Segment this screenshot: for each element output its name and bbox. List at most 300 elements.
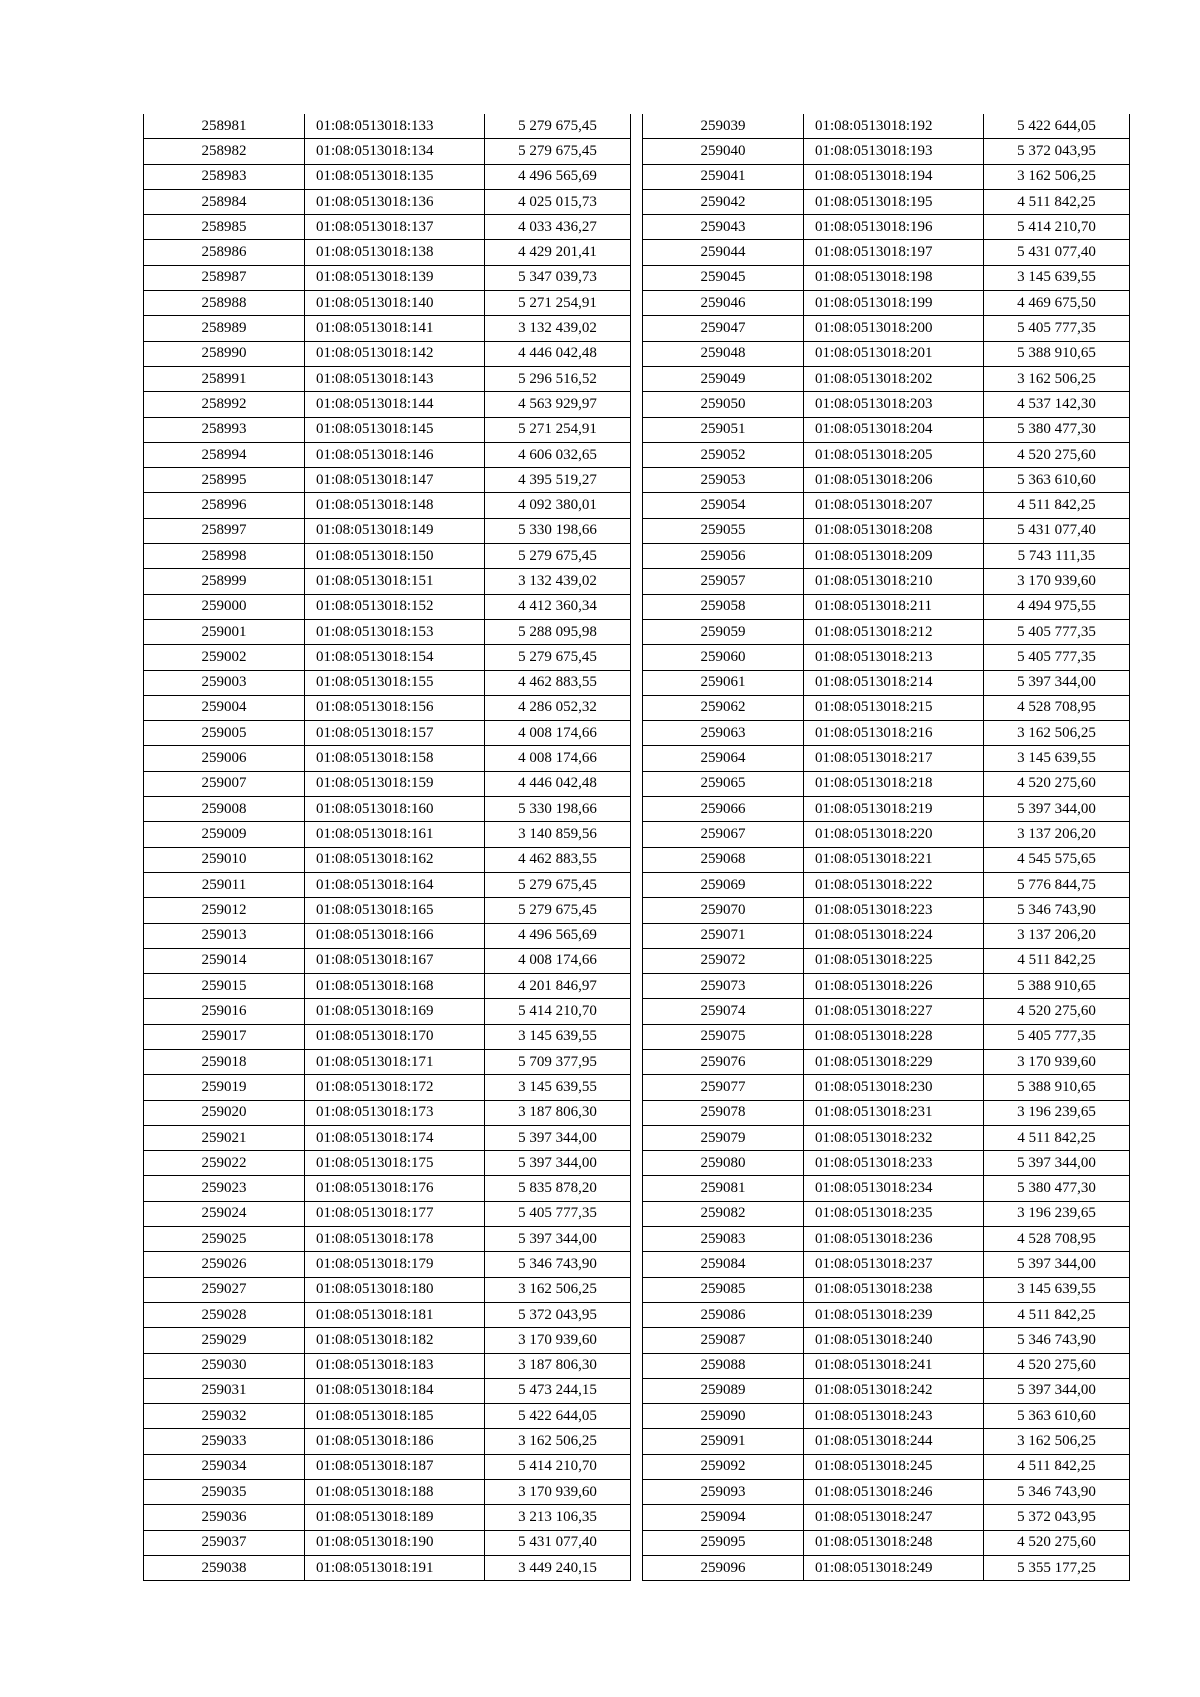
row-number-cell: 259041 — [643, 164, 804, 189]
table-row — [144, 1100, 631, 1125]
row-number-cell: 259048 — [643, 341, 804, 366]
table-row — [144, 316, 631, 341]
cadastral-number-cell: 01:08:0513018:220 — [804, 822, 984, 847]
table-row — [144, 645, 631, 670]
table-row — [144, 1252, 631, 1277]
cadastral-value-cell: 4 092 380,01 — [485, 493, 631, 518]
cadastral-number-cell: 01:08:0513018:194 — [804, 164, 984, 189]
cadastral-value-cell: 3 170 939,60 — [485, 1480, 631, 1505]
row-number-cell: 258988 — [144, 291, 305, 316]
cadastral-number-cell: 01:08:0513018:197 — [804, 240, 984, 265]
cadastral-value-cell: 4 520 275,60 — [984, 999, 1130, 1024]
cadastral-number-cell: 01:08:0513018:227 — [804, 999, 984, 1024]
row-number-cell: 259071 — [643, 923, 804, 948]
cadastral-value-cell: 3 145 639,55 — [984, 746, 1130, 771]
row-number-cell: 258987 — [144, 265, 305, 290]
right-table-body — [643, 114, 1130, 1581]
cadastral-number-cell: 01:08:0513018:174 — [305, 1125, 485, 1150]
cadastral-number-cell: 01:08:0513018:237 — [804, 1252, 984, 1277]
cadastral-number-cell: 01:08:0513018:199 — [804, 291, 984, 316]
cadastral-value-cell: 5 372 043,95 — [984, 139, 1130, 164]
cadastral-number-cell: 01:08:0513018:175 — [305, 1151, 485, 1176]
row-number-cell: 259065 — [643, 771, 804, 796]
cadastral-value-cell: 5 271 254,91 — [485, 291, 631, 316]
table-row — [643, 645, 1130, 670]
table-row — [144, 746, 631, 771]
cadastral-value-cell: 4 429 201,41 — [485, 240, 631, 265]
cadastral-number-cell: 01:08:0513018:212 — [804, 619, 984, 644]
cadastral-value-cell: 5 422 644,05 — [485, 1404, 631, 1429]
row-number-cell: 259025 — [144, 1227, 305, 1252]
table-row — [643, 392, 1130, 417]
row-number-cell: 259073 — [643, 974, 804, 999]
cadastral-number-cell: 01:08:0513018:189 — [305, 1505, 485, 1530]
row-number-cell: 259074 — [643, 999, 804, 1024]
cadastral-number-cell: 01:08:0513018:169 — [305, 999, 485, 1024]
table-row — [643, 215, 1130, 240]
cadastral-number-cell: 01:08:0513018:207 — [804, 493, 984, 518]
left-parcel-table — [143, 114, 631, 1581]
table-row — [144, 1125, 631, 1150]
cadastral-number-cell: 01:08:0513018:192 — [804, 114, 984, 139]
row-number-cell: 259079 — [643, 1125, 804, 1150]
cadastral-value-cell: 5 397 344,00 — [485, 1125, 631, 1150]
cadastral-number-cell: 01:08:0513018:153 — [305, 619, 485, 644]
cadastral-number-cell: 01:08:0513018:243 — [804, 1404, 984, 1429]
row-number-cell: 259027 — [144, 1277, 305, 1302]
row-number-cell: 259010 — [144, 847, 305, 872]
cadastral-number-cell: 01:08:0513018:172 — [305, 1075, 485, 1100]
table-row — [144, 923, 631, 948]
cadastral-number-cell: 01:08:0513018:244 — [804, 1429, 984, 1454]
cadastral-value-cell: 3 162 506,25 — [984, 366, 1130, 391]
cadastral-value-cell: 5 372 043,95 — [984, 1505, 1130, 1530]
cadastral-value-cell: 5 279 675,45 — [485, 114, 631, 139]
cadastral-value-cell: 3 162 506,25 — [984, 721, 1130, 746]
cadastral-value-cell: 3 145 639,55 — [984, 265, 1130, 290]
cadastral-value-cell: 5 405 777,35 — [984, 1024, 1130, 1049]
cadastral-value-cell: 4 511 842,25 — [984, 1302, 1130, 1327]
row-number-cell: 259080 — [643, 1151, 804, 1176]
cadastral-number-cell: 01:08:0513018:209 — [804, 544, 984, 569]
cadastral-value-cell: 3 170 939,60 — [485, 1328, 631, 1353]
table-row — [643, 1151, 1130, 1176]
row-number-cell: 259017 — [144, 1024, 305, 1049]
cadastral-value-cell: 5 414 210,70 — [984, 215, 1130, 240]
table-row — [643, 114, 1130, 139]
cadastral-number-cell: 01:08:0513018:146 — [305, 442, 485, 467]
cadastral-value-cell: 5 380 477,30 — [984, 1176, 1130, 1201]
cadastral-number-cell: 01:08:0513018:152 — [305, 594, 485, 619]
row-number-cell: 259016 — [144, 999, 305, 1024]
row-number-cell: 258984 — [144, 189, 305, 214]
cadastral-value-cell: 5 279 675,45 — [485, 139, 631, 164]
cadastral-value-cell: 5 363 610,60 — [984, 468, 1130, 493]
table-row — [144, 1227, 631, 1252]
cadastral-value-cell: 3 140 859,56 — [485, 822, 631, 847]
row-number-cell: 259043 — [643, 215, 804, 240]
row-number-cell: 259076 — [643, 1049, 804, 1074]
table-row — [144, 1024, 631, 1049]
row-number-cell: 259061 — [643, 670, 804, 695]
row-number-cell: 259049 — [643, 366, 804, 391]
cadastral-number-cell: 01:08:0513018:164 — [305, 872, 485, 897]
table-row — [144, 189, 631, 214]
row-number-cell: 259094 — [643, 1505, 804, 1530]
table-row — [643, 1328, 1130, 1353]
table-row — [144, 898, 631, 923]
cadastral-value-cell: 4 033 436,27 — [485, 215, 631, 240]
right-parcel-table — [642, 114, 1130, 1581]
table-row — [643, 1505, 1130, 1530]
table-row — [643, 265, 1130, 290]
row-number-cell: 259024 — [144, 1201, 305, 1226]
cadastral-number-cell: 01:08:0513018:139 — [305, 265, 485, 290]
cadastral-value-cell: 5 346 743,90 — [984, 1328, 1130, 1353]
cadastral-number-cell: 01:08:0513018:228 — [804, 1024, 984, 1049]
cadastral-number-cell: 01:08:0513018:221 — [804, 847, 984, 872]
cadastral-value-cell: 4 008 174,66 — [485, 948, 631, 973]
table-row — [643, 341, 1130, 366]
row-number-cell: 259004 — [144, 695, 305, 720]
cadastral-number-cell: 01:08:0513018:159 — [305, 771, 485, 796]
cadastral-value-cell: 5 288 095,98 — [485, 619, 631, 644]
table-row — [144, 1176, 631, 1201]
cadastral-number-cell: 01:08:0513018:154 — [305, 645, 485, 670]
row-number-cell: 259059 — [643, 619, 804, 644]
table-row — [144, 1151, 631, 1176]
row-number-cell: 259009 — [144, 822, 305, 847]
cadastral-value-cell: 5 388 910,65 — [984, 341, 1130, 366]
cadastral-number-cell: 01:08:0513018:215 — [804, 695, 984, 720]
table-row — [643, 746, 1130, 771]
table-row — [643, 1049, 1130, 1074]
cadastral-number-cell: 01:08:0513018:186 — [305, 1429, 485, 1454]
cadastral-value-cell: 4 008 174,66 — [485, 721, 631, 746]
row-number-cell: 258996 — [144, 493, 305, 518]
cadastral-value-cell: 5 346 743,90 — [485, 1252, 631, 1277]
table-row — [643, 544, 1130, 569]
row-number-cell: 258992 — [144, 392, 305, 417]
table-row — [144, 872, 631, 897]
cadastral-value-cell: 3 162 506,25 — [984, 1429, 1130, 1454]
cadastral-value-cell: 4 606 032,65 — [485, 442, 631, 467]
cadastral-value-cell: 3 132 439,02 — [485, 569, 631, 594]
table-row — [643, 518, 1130, 543]
table-row — [643, 847, 1130, 872]
table-row — [643, 139, 1130, 164]
table-row — [144, 569, 631, 594]
cadastral-number-cell: 01:08:0513018:181 — [305, 1302, 485, 1327]
cadastral-number-cell: 01:08:0513018:235 — [804, 1201, 984, 1226]
cadastral-value-cell: 4 025 015,73 — [485, 189, 631, 214]
row-number-cell: 259060 — [643, 645, 804, 670]
row-number-cell: 258983 — [144, 164, 305, 189]
cadastral-number-cell: 01:08:0513018:204 — [804, 417, 984, 442]
cadastral-number-cell: 01:08:0513018:191 — [305, 1555, 485, 1580]
row-number-cell: 258986 — [144, 240, 305, 265]
cadastral-value-cell: 5 372 043,95 — [485, 1302, 631, 1327]
cadastral-number-cell: 01:08:0513018:236 — [804, 1227, 984, 1252]
cadastral-number-cell: 01:08:0513018:156 — [305, 695, 485, 720]
cadastral-value-cell: 5 743 111,35 — [984, 544, 1130, 569]
row-number-cell: 259002 — [144, 645, 305, 670]
cadastral-number-cell: 01:08:0513018:249 — [804, 1555, 984, 1580]
cadastral-number-cell: 01:08:0513018:226 — [804, 974, 984, 999]
table-row — [144, 847, 631, 872]
row-number-cell: 259015 — [144, 974, 305, 999]
row-number-cell: 259087 — [643, 1328, 804, 1353]
cadastral-value-cell: 4 469 675,50 — [984, 291, 1130, 316]
row-number-cell: 259038 — [144, 1555, 305, 1580]
cadastral-number-cell: 01:08:0513018:135 — [305, 164, 485, 189]
cadastral-number-cell: 01:08:0513018:161 — [305, 822, 485, 847]
table-row — [643, 1176, 1130, 1201]
cadastral-value-cell: 5 346 743,90 — [984, 1480, 1130, 1505]
table-row — [643, 695, 1130, 720]
row-number-cell: 258998 — [144, 544, 305, 569]
table-row — [144, 291, 631, 316]
cadastral-number-cell: 01:08:0513018:160 — [305, 797, 485, 822]
table-row — [144, 619, 631, 644]
cadastral-value-cell: 3 132 439,02 — [485, 316, 631, 341]
table-row — [643, 721, 1130, 746]
table-row — [144, 1353, 631, 1378]
row-number-cell: 259088 — [643, 1353, 804, 1378]
row-number-cell: 259068 — [643, 847, 804, 872]
cadastral-number-cell: 01:08:0513018:178 — [305, 1227, 485, 1252]
row-number-cell: 258991 — [144, 366, 305, 391]
table-row — [144, 164, 631, 189]
cadastral-value-cell: 5 397 344,00 — [485, 1151, 631, 1176]
cadastral-number-cell: 01:08:0513018:150 — [305, 544, 485, 569]
cadastral-value-cell: 3 145 639,55 — [485, 1075, 631, 1100]
row-number-cell: 258985 — [144, 215, 305, 240]
row-number-cell: 258997 — [144, 518, 305, 543]
cadastral-value-cell: 5 431 077,40 — [485, 1530, 631, 1555]
cadastral-number-cell: 01:08:0513018:203 — [804, 392, 984, 417]
table-row — [643, 468, 1130, 493]
cadastral-number-cell: 01:08:0513018:185 — [305, 1404, 485, 1429]
cadastral-number-cell: 01:08:0513018:166 — [305, 923, 485, 948]
table-row — [144, 670, 631, 695]
row-number-cell: 259055 — [643, 518, 804, 543]
row-number-cell: 259089 — [643, 1378, 804, 1403]
row-number-cell: 259086 — [643, 1302, 804, 1327]
row-number-cell: 259006 — [144, 746, 305, 771]
row-number-cell: 259082 — [643, 1201, 804, 1226]
cadastral-value-cell: 5 355 177,25 — [984, 1555, 1130, 1580]
cadastral-number-cell: 01:08:0513018:140 — [305, 291, 485, 316]
row-number-cell: 259056 — [643, 544, 804, 569]
table-row — [144, 797, 631, 822]
row-number-cell: 259081 — [643, 1176, 804, 1201]
table-row — [144, 114, 631, 139]
cadastral-number-cell: 01:08:0513018:142 — [305, 341, 485, 366]
table-row — [643, 619, 1130, 644]
table-row — [144, 265, 631, 290]
cadastral-value-cell: 3 145 639,55 — [984, 1277, 1130, 1302]
row-number-cell: 259072 — [643, 948, 804, 973]
row-number-cell: 259069 — [643, 872, 804, 897]
table-row — [643, 1075, 1130, 1100]
row-number-cell: 259021 — [144, 1125, 305, 1150]
table-row — [643, 366, 1130, 391]
cadastral-value-cell: 5 405 777,35 — [984, 645, 1130, 670]
cadastral-number-cell: 01:08:0513018:248 — [804, 1530, 984, 1555]
cadastral-number-cell: 01:08:0513018:165 — [305, 898, 485, 923]
row-number-cell: 259083 — [643, 1227, 804, 1252]
cadastral-value-cell: 4 545 575,65 — [984, 847, 1130, 872]
cadastral-value-cell: 5 279 675,45 — [485, 544, 631, 569]
cadastral-value-cell: 4 511 842,25 — [984, 948, 1130, 973]
cadastral-number-cell: 01:08:0513018:216 — [804, 721, 984, 746]
cadastral-number-cell: 01:08:0513018:180 — [305, 1277, 485, 1302]
row-number-cell: 259067 — [643, 822, 804, 847]
row-number-cell: 259037 — [144, 1530, 305, 1555]
table-row — [643, 797, 1130, 822]
cadastral-value-cell: 5 431 077,40 — [984, 240, 1130, 265]
cadastral-number-cell: 01:08:0513018:182 — [305, 1328, 485, 1353]
cadastral-value-cell: 5 414 210,70 — [485, 999, 631, 1024]
cadastral-value-cell: 3 162 506,25 — [485, 1277, 631, 1302]
cadastral-value-cell: 4 494 975,55 — [984, 594, 1130, 619]
cadastral-number-cell: 01:08:0513018:134 — [305, 139, 485, 164]
row-number-cell: 259095 — [643, 1530, 804, 1555]
row-number-cell: 258981 — [144, 114, 305, 139]
cadastral-number-cell: 01:08:0513018:143 — [305, 366, 485, 391]
table-row — [643, 948, 1130, 973]
row-number-cell: 259035 — [144, 1480, 305, 1505]
table-row — [144, 215, 631, 240]
table-row — [144, 721, 631, 746]
table-row — [643, 1125, 1130, 1150]
table-row — [144, 1328, 631, 1353]
cadastral-value-cell: 4 511 842,25 — [984, 493, 1130, 518]
cadastral-value-cell: 5 363 610,60 — [984, 1404, 1130, 1429]
row-number-cell: 259005 — [144, 721, 305, 746]
cadastral-number-cell: 01:08:0513018:176 — [305, 1176, 485, 1201]
table-row — [144, 594, 631, 619]
cadastral-number-cell: 01:08:0513018:231 — [804, 1100, 984, 1125]
cadastral-number-cell: 01:08:0513018:222 — [804, 872, 984, 897]
cadastral-value-cell: 3 170 939,60 — [984, 1049, 1130, 1074]
row-number-cell: 258999 — [144, 569, 305, 594]
cadastral-number-cell: 01:08:0513018:162 — [305, 847, 485, 872]
table-row — [144, 1075, 631, 1100]
table-row — [643, 1404, 1130, 1429]
table-row — [643, 1100, 1130, 1125]
cadastral-value-cell: 3 196 239,65 — [984, 1100, 1130, 1125]
cadastral-value-cell: 4 412 360,34 — [485, 594, 631, 619]
cadastral-number-cell: 01:08:0513018:240 — [804, 1328, 984, 1353]
cadastral-number-cell: 01:08:0513018:177 — [305, 1201, 485, 1226]
cadastral-value-cell: 5 405 777,35 — [984, 619, 1130, 644]
cadastral-value-cell: 3 196 239,65 — [984, 1201, 1130, 1226]
cadastral-value-cell: 4 511 842,25 — [984, 1454, 1130, 1479]
cadastral-number-cell: 01:08:0513018:232 — [804, 1125, 984, 1150]
table-row — [144, 417, 631, 442]
row-number-cell: 259030 — [144, 1353, 305, 1378]
table-row — [643, 1277, 1130, 1302]
left-table-body — [144, 114, 631, 1581]
row-number-cell: 259042 — [643, 189, 804, 214]
cadastral-value-cell: 5 422 644,05 — [984, 114, 1130, 139]
cadastral-value-cell: 4 446 042,48 — [485, 771, 631, 796]
cadastral-number-cell: 01:08:0513018:196 — [804, 215, 984, 240]
cadastral-number-cell: 01:08:0513018:224 — [804, 923, 984, 948]
cadastral-number-cell: 01:08:0513018:208 — [804, 518, 984, 543]
row-number-cell: 259029 — [144, 1328, 305, 1353]
row-number-cell: 259013 — [144, 923, 305, 948]
row-number-cell: 259031 — [144, 1378, 305, 1403]
cadastral-number-cell: 01:08:0513018:246 — [804, 1480, 984, 1505]
cadastral-number-cell: 01:08:0513018:201 — [804, 341, 984, 366]
table-row — [643, 974, 1130, 999]
cadastral-number-cell: 01:08:0513018:230 — [804, 1075, 984, 1100]
row-number-cell: 259058 — [643, 594, 804, 619]
cadastral-number-cell: 01:08:0513018:184 — [305, 1378, 485, 1403]
table-row — [643, 1302, 1130, 1327]
table-row — [643, 1353, 1130, 1378]
row-number-cell: 259020 — [144, 1100, 305, 1125]
cadastral-number-cell: 01:08:0513018:223 — [804, 898, 984, 923]
cadastral-number-cell: 01:08:0513018:198 — [804, 265, 984, 290]
cadastral-value-cell: 4 563 929,97 — [485, 392, 631, 417]
table-row — [144, 1049, 631, 1074]
row-number-cell: 259012 — [144, 898, 305, 923]
table-row — [144, 1277, 631, 1302]
table-row — [144, 1480, 631, 1505]
cadastral-number-cell: 01:08:0513018:167 — [305, 948, 485, 973]
row-number-cell: 259077 — [643, 1075, 804, 1100]
cadastral-number-cell: 01:08:0513018:241 — [804, 1353, 984, 1378]
cadastral-number-cell: 01:08:0513018:195 — [804, 189, 984, 214]
row-number-cell: 259023 — [144, 1176, 305, 1201]
table-row — [144, 392, 631, 417]
table-row — [144, 999, 631, 1024]
row-number-cell: 259050 — [643, 392, 804, 417]
cadastral-value-cell: 5 347 039,73 — [485, 265, 631, 290]
table-row — [144, 544, 631, 569]
cadastral-value-cell: 3 137 206,20 — [984, 822, 1130, 847]
cadastral-number-cell: 01:08:0513018:183 — [305, 1353, 485, 1378]
table-row — [144, 948, 631, 973]
table-row — [643, 1024, 1130, 1049]
row-number-cell: 259064 — [643, 746, 804, 771]
cadastral-number-cell: 01:08:0513018:187 — [305, 1454, 485, 1479]
cadastral-value-cell: 3 170 939,60 — [984, 569, 1130, 594]
table-row — [144, 493, 631, 518]
table-row — [144, 695, 631, 720]
table-row — [144, 240, 631, 265]
cadastral-value-cell: 5 835 878,20 — [485, 1176, 631, 1201]
table-row — [643, 316, 1130, 341]
cadastral-number-cell: 01:08:0513018:141 — [305, 316, 485, 341]
row-number-cell: 259003 — [144, 670, 305, 695]
table-row — [144, 139, 631, 164]
cadastral-number-cell: 01:08:0513018:245 — [804, 1454, 984, 1479]
row-number-cell: 259070 — [643, 898, 804, 923]
cadastral-value-cell: 5 405 777,35 — [984, 316, 1130, 341]
cadastral-number-cell: 01:08:0513018:137 — [305, 215, 485, 240]
cadastral-value-cell: 4 496 565,69 — [485, 164, 631, 189]
row-number-cell: 258993 — [144, 417, 305, 442]
row-number-cell: 259026 — [144, 1252, 305, 1277]
table-row — [643, 923, 1130, 948]
cadastral-number-cell: 01:08:0513018:171 — [305, 1049, 485, 1074]
cadastral-value-cell: 4 520 275,60 — [984, 771, 1130, 796]
